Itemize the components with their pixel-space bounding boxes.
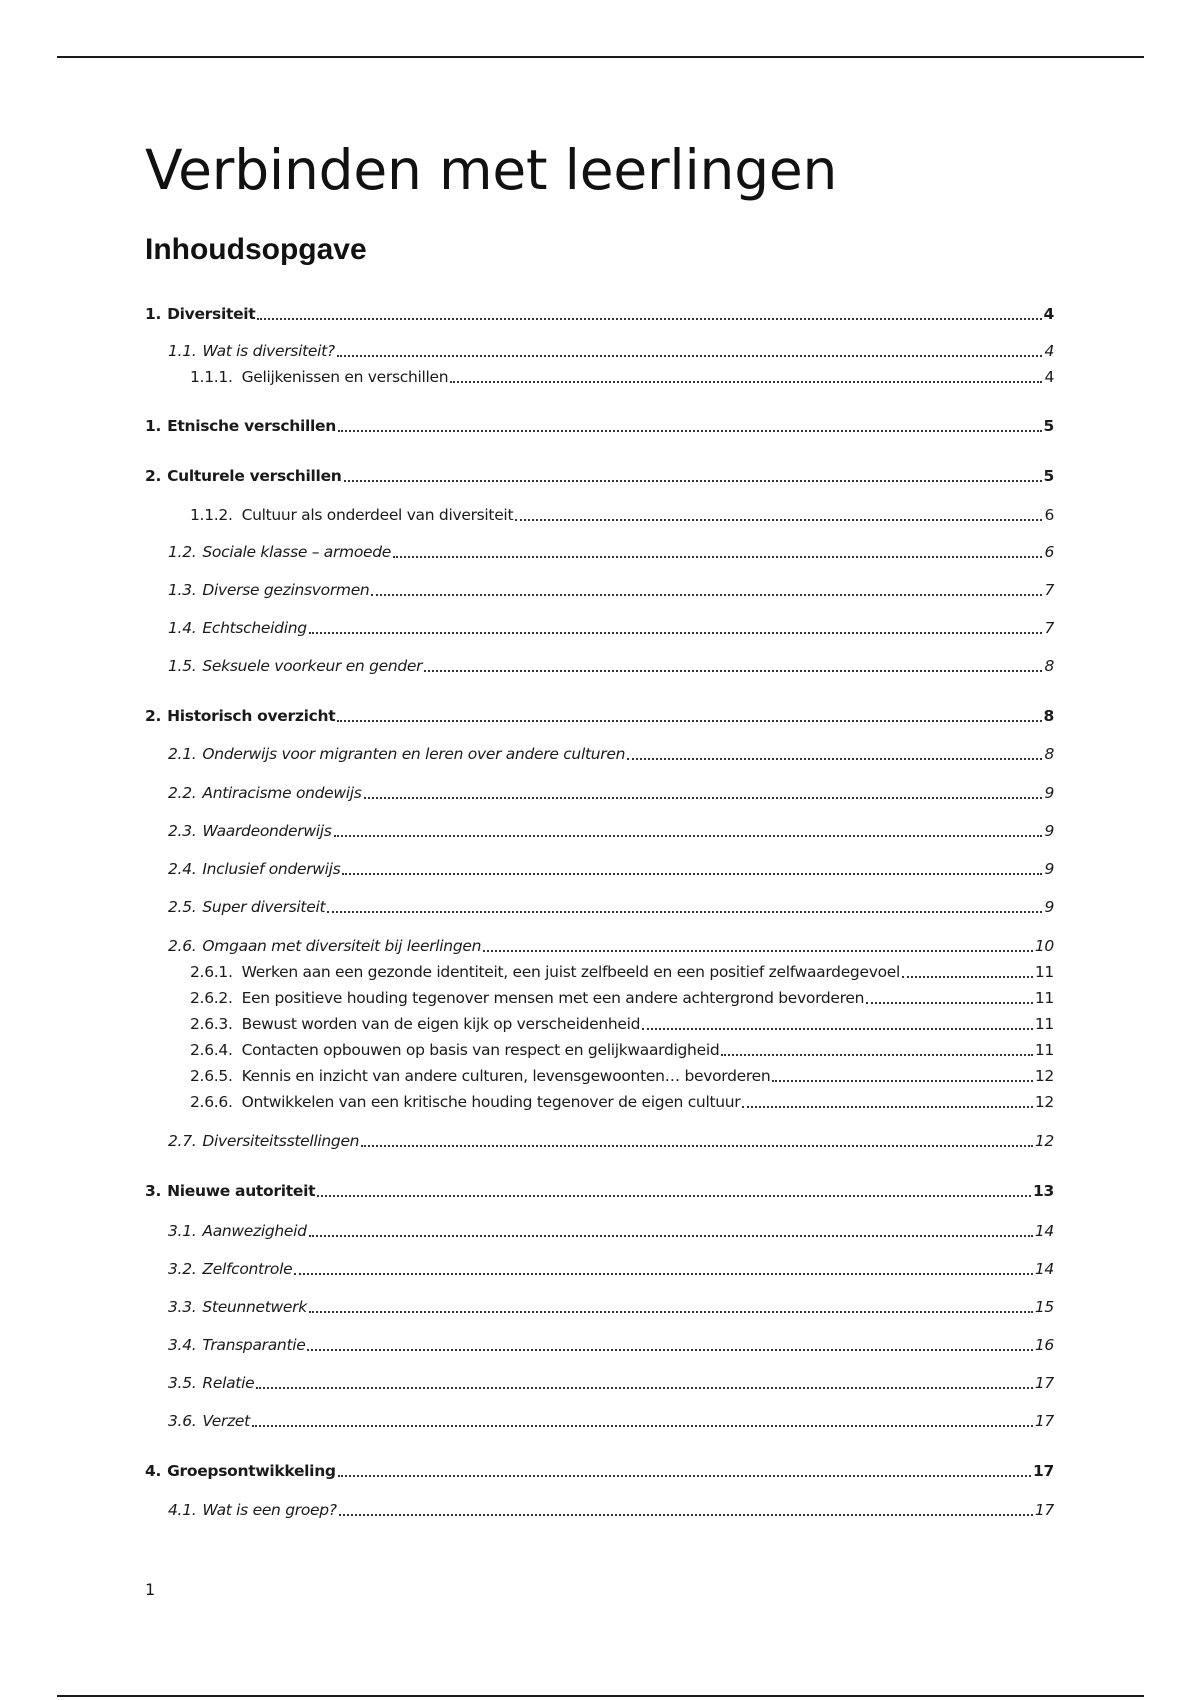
toc-leader-dots [515,519,1042,521]
toc-leader-dots [327,911,1042,913]
toc-entry-page: 9 [1044,784,1054,802]
toc-entry-number: 4.1. [168,1501,197,1519]
toc-entry-page: 17 [1034,1412,1054,1430]
toc-entry-page: 8 [1044,657,1054,675]
toc-leader-dots [721,1054,1033,1056]
page-number: 1 [145,1580,156,1599]
toc-entry-label: Relatie [202,1374,255,1392]
toc-entry-number: 1. [145,305,162,323]
toc-entry[interactable] [168,1499,1054,1521]
toc-entry-number: 3.4. [168,1336,197,1354]
toc-leader-dots [317,1195,1031,1197]
toc-entry-page: 17 [1033,1462,1054,1480]
toc-entry-page: 5 [1043,467,1054,485]
toc-leader-dots [344,480,1042,482]
toc-entry-number: 2. [145,707,162,725]
toc-entry[interactable] [168,1296,1054,1318]
toc-entry[interactable] [145,705,1054,727]
toc-leader-dots [252,1425,1033,1427]
toc-leader-dots [902,976,1033,978]
toc-entry[interactable] [190,1039,1054,1061]
toc-entry-page: 14 [1034,1260,1054,1278]
toc-entry[interactable] [190,961,1054,983]
toc-entry-page: 13 [1033,1182,1054,1200]
toc-leader-dots [339,1514,1033,1516]
toc-entry-label: Zelfcontrole [202,1260,293,1278]
toc-entry[interactable] [145,1180,1054,1202]
toc-leader-dots [642,1028,1033,1030]
footer-rule [57,1695,1144,1697]
toc-entry-page: 4 [1043,305,1054,323]
toc-leader-dots [294,1273,1033,1275]
toc-entry-label: Culturele verschillen [167,467,342,485]
toc-entry[interactable] [168,896,1054,918]
toc-entry-label: Cultuur als onderdeel van diversiteit [241,506,514,524]
toc-leader-dots [742,1106,1033,1108]
toc-entry[interactable] [168,820,1054,842]
toc-entry-label: Groepsontwikkeling [167,1462,336,1480]
toc-entry-page: 17 [1034,1501,1054,1519]
toc-leader-dots [307,1349,1032,1351]
toc-entry[interactable] [168,340,1054,362]
toc-entry-label: Contacten opbouwen op basis van respect en gelijkwaardigheid [241,1041,720,1059]
toc-entry-label: Etnische verschillen [167,417,336,435]
toc-entry-page: 8 [1043,707,1054,725]
toc-leader-dots [772,1080,1033,1082]
toc-entry[interactable] [168,858,1054,880]
toc-entry-number: 2.6.2. [190,989,233,1007]
toc-entry-page: 7 [1044,581,1054,599]
toc-entry-number: 2.6.1. [190,963,233,981]
toc-entry-number: 2.2. [168,784,197,802]
toc-leader-dots [338,430,1042,432]
toc-leader-dots [309,1311,1033,1313]
toc-entry-page: 6 [1044,543,1054,561]
toc-entry-page: 11 [1034,963,1054,981]
header-rule [57,56,1144,58]
toc-entry-page: 7 [1044,619,1054,637]
toc-leader-dots [309,632,1043,634]
toc-heading: Inhoudsopgave [145,233,367,266]
toc-entry[interactable] [168,1334,1054,1356]
toc-entry-label: Werken aan een gezonde identiteit, een juist zelfbeeld en een positief zelfwaardegevoel [241,963,901,981]
toc-entry[interactable] [168,1130,1054,1152]
toc-entry-label: Nieuwe autoriteit [167,1182,316,1200]
toc-entry-page: 4 [1044,368,1054,386]
toc-entry-label: Diverse gezinsvormen [202,581,370,599]
toc-entry-label: Sociale klasse – armoede [202,543,392,561]
toc-entry-label: Waardeonderwijs [202,822,332,840]
toc-leader-dots [371,594,1042,596]
toc-entry-label: Diversiteitsstellingen [202,1132,360,1150]
toc-entry-number: 3.6. [168,1412,197,1430]
toc-leader-dots [334,835,1043,837]
toc-entry-number: 1.2. [168,543,197,561]
toc-entry-page: 11 [1034,989,1054,1007]
toc-leader-dots [483,950,1033,952]
toc-leader-dots [342,873,1042,875]
toc-entry-number: 4. [145,1462,162,1480]
toc-leader-dots [256,1387,1033,1389]
toc-entry-number: 2.6.5. [190,1067,233,1085]
toc-entry-label: Ontwikkelen van een kritische houding tegenover de eigen cultuur [241,1093,741,1111]
toc-entry-label: Super diversiteit [202,898,326,916]
toc-entry-number: 1. [145,417,162,435]
toc-entry[interactable] [190,987,1054,1009]
toc-entry-page: 15 [1034,1298,1054,1316]
toc-entry-label: Diversiteit [167,305,256,323]
toc-entry-number: 2.6.3. [190,1015,233,1033]
toc-entry[interactable] [145,1460,1054,1482]
toc-entry-number: 3.2. [168,1260,197,1278]
toc-entry-label: Gelijkenissen en verschillen [241,368,449,386]
toc-entry-page: 8 [1044,745,1054,763]
toc-entry[interactable] [168,782,1054,804]
toc-entry-label: Verzet [202,1412,250,1430]
toc-entry-number: 1.4. [168,619,197,637]
toc-entry-label: Seksuele voorkeur en gender [202,657,423,675]
toc-leader-dots [866,1002,1033,1004]
toc-entry-number: 2.7. [168,1132,197,1150]
toc-entry-number: 3.3. [168,1298,197,1316]
toc-leader-dots [393,556,1042,558]
toc-entry-number: 3.1. [168,1222,197,1240]
toc-leader-dots [361,1145,1033,1147]
toc-entry-number: 2. [145,467,162,485]
toc-entry-label: Een positieve houding tegenover mensen met een andere achtergrond bevorderen [241,989,865,1007]
toc-entry[interactable] [168,935,1054,957]
toc-entry[interactable] [168,541,1054,563]
toc-entry-page: 11 [1034,1041,1054,1059]
toc-entry-label: Transparantie [202,1336,306,1354]
toc-entry-number: 2.6.6. [190,1093,233,1111]
toc-entry[interactable] [168,1220,1054,1242]
toc-entry[interactable] [190,1013,1054,1035]
toc-entry-number: 2.5. [168,898,197,916]
toc-entry-page: 9 [1044,898,1054,916]
toc-leader-dots [338,1475,1031,1477]
toc-entry-number: 2.6.4. [190,1041,233,1059]
toc-entry-number: 1.5. [168,657,197,675]
toc-entry-page: 9 [1044,822,1054,840]
toc-entry[interactable] [190,1091,1054,1113]
toc-entry-number: 3. [145,1182,162,1200]
toc-leader-dots [337,355,1043,357]
toc-entry[interactable] [168,655,1054,677]
toc-entry-label: Omgaan met diversiteit bij leerlingen [202,937,482,955]
toc-leader-dots [364,797,1043,799]
toc-entry-page: 12 [1034,1093,1054,1111]
toc-entry-page: 12 [1034,1067,1054,1085]
toc-entry-label: Onderwijs voor migranten en leren over andere culturen [202,745,626,763]
toc-entry-page: 6 [1044,506,1054,524]
toc-entry[interactable] [168,1258,1054,1280]
toc-entry[interactable] [168,1410,1054,1432]
toc-leader-dots [450,381,1042,383]
toc-entry-number: 2.1. [168,745,197,763]
toc-entry-label: Historisch overzicht [167,707,336,725]
toc-leader-dots [309,1235,1033,1237]
toc-entry-label: Bewust worden van de eigen kijk op verscheidenheid [241,1015,641,1033]
toc-entry-number: 1.3. [168,581,197,599]
toc-entry-number: 1.1.1. [190,368,233,386]
document-title: Verbinden met leerlingen [145,138,838,202]
toc-entry-number: 1.1. [168,342,197,360]
toc-entry-page: 10 [1034,937,1054,955]
toc-leader-dots [627,758,1042,760]
toc-entry[interactable] [168,1372,1054,1394]
toc-entry-label: Inclusief onderwijs [202,860,341,878]
toc-entry-page: 4 [1044,342,1054,360]
toc-entry[interactable] [145,415,1054,437]
toc-entry-label: Steunnetwerk [202,1298,307,1316]
toc-entry-page: 5 [1043,417,1054,435]
toc-entry-number: 1.1.2. [190,506,233,524]
toc-entry[interactable] [190,504,1054,526]
toc-entry-page: 14 [1034,1222,1054,1240]
toc-entry-label: Wat is diversiteit? [202,342,335,360]
toc-leader-dots [257,318,1041,320]
toc-leader-dots [424,670,1042,672]
toc-entry-page: 17 [1034,1374,1054,1392]
toc-entry[interactable] [168,743,1054,765]
toc-entry-page: 9 [1044,860,1054,878]
toc-entry[interactable] [145,465,1054,487]
toc-entry-label: Kennis en inzicht van andere culturen, levensgewoonten… bevorderen [241,1067,771,1085]
toc-entry-label: Aanwezigheid [202,1222,307,1240]
toc-entry-number: 2.3. [168,822,197,840]
toc-entry-number: 2.4. [168,860,197,878]
toc-entry-page: 11 [1034,1015,1054,1033]
toc-entry-label: Antiracisme ondewijs [202,784,362,802]
toc-leader-dots [337,720,1041,722]
toc-entry-number: 2.6. [168,937,197,955]
toc-entry[interactable] [168,617,1054,639]
toc-entry[interactable] [190,1065,1054,1087]
toc-entry[interactable] [190,366,1054,388]
toc-entry-page: 16 [1034,1336,1054,1354]
toc-entry[interactable] [145,303,1054,325]
toc-entry-label: Echtscheiding [202,619,307,637]
toc-entry-page: 12 [1034,1132,1054,1150]
toc-entry-label: Wat is een groep? [202,1501,337,1519]
toc-entry-number: 3.5. [168,1374,197,1392]
toc-entry[interactable] [168,579,1054,601]
